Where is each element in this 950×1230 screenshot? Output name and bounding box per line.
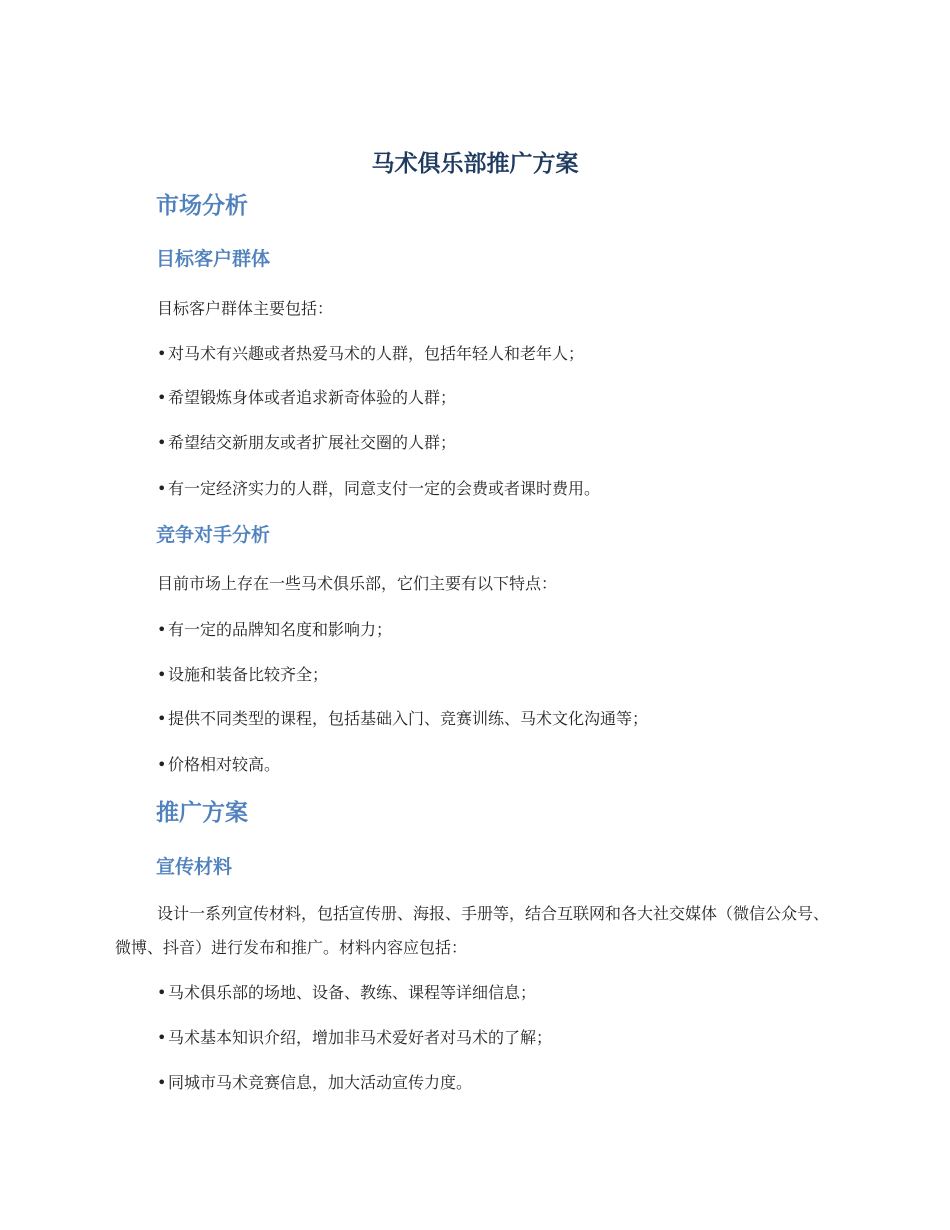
list-item xyxy=(157,661,328,689)
bullet-icon: • xyxy=(157,433,167,452)
document-title: 马术俱乐部推广方案 xyxy=(371,151,579,177)
subsection-heading-promotional-materials: 宣传材料 xyxy=(156,856,233,878)
list-item xyxy=(157,979,536,1007)
bullet-icon: • xyxy=(157,388,167,407)
list-item xyxy=(157,751,280,779)
bullet-icon: • xyxy=(157,479,167,498)
list-item-text: 价格相对较高。 xyxy=(168,755,281,774)
list-item-text: 有一定的品牌知名度和影响力； xyxy=(168,620,393,639)
bullet-icon: • xyxy=(157,709,167,728)
bullet-icon: • xyxy=(157,1073,167,1092)
bullet-icon: • xyxy=(157,344,167,363)
list-item-text: 希望锻炼身体或者追求新奇体验的人群； xyxy=(168,388,457,407)
list-item xyxy=(157,429,456,457)
list-item xyxy=(157,384,456,412)
list-item xyxy=(157,1069,472,1097)
subsection-heading-competitor-analysis: 竞争对手分析 xyxy=(156,524,271,546)
section-heading-market-analysis: 市场分析 xyxy=(156,193,248,219)
list-item xyxy=(157,475,600,503)
list-item xyxy=(157,705,648,733)
bullet-icon: • xyxy=(157,983,167,1002)
list-item xyxy=(157,616,392,644)
section-heading-promotion-plan: 推广方案 xyxy=(156,800,248,826)
target-customers-intro: 目标客户群体主要包括： xyxy=(157,299,334,318)
bullet-icon: • xyxy=(157,755,167,774)
bullet-icon: • xyxy=(157,665,167,684)
list-item-text: 提供不同类型的课程，包括基础入门、竞赛训练、马术文化沟通等； xyxy=(168,709,649,728)
bullet-icon: • xyxy=(157,620,167,639)
list-item xyxy=(157,340,584,368)
list-item-text: 马术基本知识介绍，增加非马术爱好者对马术的了解； xyxy=(168,1028,553,1047)
bullet-icon: • xyxy=(157,1028,167,1047)
list-item xyxy=(157,1024,552,1052)
list-item-text: 对马术有兴趣或者热爱马术的人群，包括年轻人和老年人； xyxy=(168,344,585,363)
list-item-text: 有一定经济实力的人群，同意支付一定的会费或者课时费用。 xyxy=(168,479,601,498)
list-item-text: 马术俱乐部的场地、设备、教练、课程等详细信息； xyxy=(168,983,537,1002)
competitor-analysis-intro: 目前市场上存在一些马术俱乐部，它们主要有以下特点： xyxy=(157,574,558,593)
list-item-text: 同城市马术竞赛信息，加大活动宣传力度。 xyxy=(168,1073,473,1092)
list-item-text: 设施和装备比较齐全； xyxy=(168,665,329,684)
promotional-materials-intro: 设计一系列宣传材料，包括宣传册、海报、手册等，结合互联网和各大社交媒体（微信公众号、微博、抖音）进行发布和推广。材料内容应包括： xyxy=(115,904,830,957)
list-item-text: 希望结交新朋友或者扩展社交圈的人群； xyxy=(168,433,457,452)
subsection-heading-target-customers: 目标客户群体 xyxy=(156,248,271,270)
